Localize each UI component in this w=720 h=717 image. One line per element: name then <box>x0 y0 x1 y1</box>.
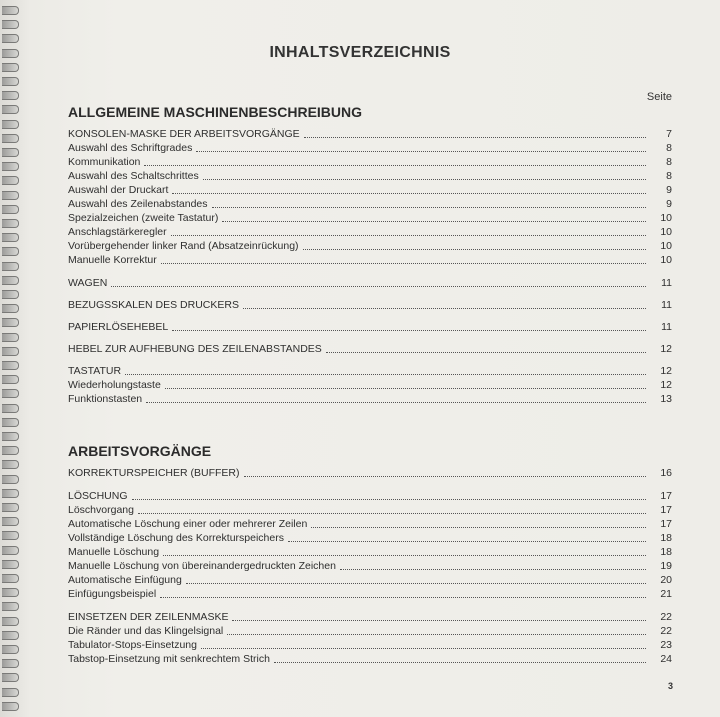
toc-entry <box>68 559 672 573</box>
toc-entry-label: Spezialzeichen (zweite Tastatur) <box>68 212 219 224</box>
toc-entry <box>68 531 672 545</box>
leader-dots <box>163 554 646 556</box>
leader-dots <box>212 206 646 208</box>
toc-entry-page: 10 <box>660 212 672 224</box>
binding-ring <box>2 77 19 86</box>
binding-ring <box>2 205 19 214</box>
binding-ring <box>2 247 19 256</box>
toc-entry-page: 8 <box>666 142 672 154</box>
toc-entry-label: BEZUGSSKALEN DES DRUCKERS <box>68 299 239 311</box>
leader-dots <box>227 633 646 635</box>
toc-entry-page: 9 <box>666 184 672 196</box>
toc-entry-label: KONSOLEN-MASKE DER ARBEITSVORGÄNGE <box>68 128 300 140</box>
binding-ring <box>2 418 19 427</box>
leader-dots <box>274 661 646 663</box>
toc-entry <box>68 489 672 503</box>
toc-entry <box>68 298 672 312</box>
toc-entry-page: 22 <box>660 625 672 637</box>
leader-dots <box>172 192 646 194</box>
toc-entry <box>68 545 672 559</box>
toc-entry-label: Tabstop-Einsetzung mit senkrechtem Strich <box>68 653 270 665</box>
leader-dots <box>172 329 646 331</box>
leader-dots <box>303 248 646 250</box>
binding-ring <box>2 531 19 540</box>
leader-dots <box>326 351 646 353</box>
toc-entry-label: Auswahl des Zeilenabstandes <box>68 198 208 210</box>
leader-dots <box>132 498 646 500</box>
leader-dots <box>232 619 646 621</box>
toc-entry-label: Automatische Löschung einer oder mehrerer Zeilen <box>68 518 308 530</box>
toc-entry-page: 8 <box>666 156 672 168</box>
toc-entry-label: Auswahl des Schaltschrittes <box>68 170 199 182</box>
toc-entry <box>68 183 672 197</box>
toc-entry-page: 17 <box>660 518 672 530</box>
binding-ring <box>2 389 19 398</box>
binding-ring <box>2 631 19 640</box>
section-heading: ALLGEMEINE MASCHINENBESCHREIBUNG <box>68 104 363 120</box>
toc-entry-label: Die Ränder und das Klingelsignal <box>68 625 224 637</box>
binding-ring <box>2 347 19 356</box>
binding-ring <box>2 659 19 668</box>
leader-dots <box>138 512 646 514</box>
binding-ring <box>2 688 19 697</box>
binding-ring <box>2 617 19 626</box>
binding-ring <box>2 148 19 157</box>
toc-entry <box>68 342 672 356</box>
toc-entry <box>68 466 672 480</box>
toc-entry-page: 10 <box>660 226 672 238</box>
binding-ring <box>2 20 19 29</box>
toc-entry-label: KORREKTURSPEICHER (BUFFER) <box>68 467 240 479</box>
toc-entry-label: WAGEN <box>68 277 108 289</box>
toc-entry-page: 10 <box>660 254 672 266</box>
binding-ring <box>2 318 19 327</box>
binding-ring <box>2 34 19 43</box>
toc-entry-label: Wiederholungstaste <box>68 379 161 391</box>
toc-entry <box>68 320 672 334</box>
toc-entry-page: 18 <box>660 532 672 544</box>
toc-entry-page: 22 <box>660 611 672 623</box>
toc-entry-label: Vorübergehender linker Rand (Absatzeinrückung) <box>68 240 299 252</box>
toc-entry-page: 11 <box>661 277 672 289</box>
binding-ring <box>2 475 19 484</box>
spiral-binding <box>0 0 24 717</box>
toc-entry-label: Manuelle Löschung von übereinandergedruckten Zeichen <box>68 560 336 572</box>
binding-ring <box>2 602 19 611</box>
toc-entry-page: 9 <box>666 198 672 210</box>
leader-dots <box>146 401 646 403</box>
binding-ring <box>2 276 19 285</box>
leader-dots <box>340 568 646 570</box>
toc-entry-page: 11 <box>661 321 672 333</box>
leader-dots <box>171 234 646 236</box>
toc-entry-page: 17 <box>660 504 672 516</box>
leader-dots <box>311 526 646 528</box>
toc-entry <box>68 610 672 624</box>
binding-ring <box>2 219 19 228</box>
toc-entry-label: Funktionstasten <box>68 393 143 405</box>
toc-entry <box>68 587 672 601</box>
toc-entry-page: 7 <box>666 128 672 140</box>
toc-entry-page: 13 <box>660 393 672 405</box>
toc-entry-page: 17 <box>660 490 672 502</box>
toc-entry-page: 19 <box>660 560 672 572</box>
binding-ring <box>2 588 19 597</box>
toc-entry-label: Vollständige Löschung des Korrekturspeichers <box>68 532 284 544</box>
toc-entry-label: Kommunikation <box>68 156 141 168</box>
toc-entry <box>68 253 672 267</box>
binding-ring <box>2 176 19 185</box>
toc-entry-label: PAPIERLÖSEHEBEL <box>68 321 169 333</box>
leader-dots <box>304 136 646 138</box>
binding-ring <box>2 191 19 200</box>
toc-entry-label: Anschlagstärkeregler <box>68 226 167 238</box>
leader-dots <box>165 387 646 389</box>
binding-ring <box>2 489 19 498</box>
leader-dots <box>196 150 646 152</box>
toc-entry <box>68 392 672 406</box>
toc-entry-label: Manuelle Löschung <box>68 546 160 558</box>
leader-dots <box>201 647 646 649</box>
toc-entry <box>68 141 672 155</box>
toc-entry <box>68 276 672 290</box>
binding-ring <box>2 673 19 682</box>
binding-ring <box>2 105 19 114</box>
toc-entry <box>68 652 672 666</box>
binding-ring <box>2 162 19 171</box>
toc-entry <box>68 211 672 225</box>
toc-entry-label: Tabulator-Stops-Einsetzung <box>68 639 197 651</box>
binding-ring <box>2 375 19 384</box>
binding-ring <box>2 432 19 441</box>
toc-entry <box>68 127 672 141</box>
toc-entry-page: 11 <box>661 299 672 311</box>
leader-dots <box>125 373 646 375</box>
binding-ring <box>2 361 19 370</box>
toc-entry-page: 12 <box>660 343 672 355</box>
toc-entry <box>68 517 672 531</box>
toc-entry <box>68 624 672 638</box>
toc-entry-label: Auswahl des Schriftgrades <box>68 142 193 154</box>
toc-entry-page: 12 <box>660 379 672 391</box>
toc-entry-page: 20 <box>660 574 672 586</box>
binding-ring <box>2 503 19 512</box>
toc-entry <box>68 573 672 587</box>
binding-ring <box>2 304 19 313</box>
toc-entry <box>68 638 672 652</box>
page-number: 3 <box>667 681 673 691</box>
toc-entry-label: Auswahl der Druckart <box>68 184 169 196</box>
binding-ring <box>2 63 19 72</box>
leader-dots <box>111 285 646 287</box>
binding-ring <box>2 560 19 569</box>
toc-entry <box>68 239 672 253</box>
binding-ring <box>2 262 19 271</box>
leader-dots <box>222 220 646 222</box>
binding-ring <box>2 134 19 143</box>
toc-entry <box>68 225 672 239</box>
binding-ring <box>2 446 19 455</box>
toc-entry-label: EINSETZEN DER ZEILENMASKE <box>68 611 229 623</box>
binding-ring <box>2 546 19 555</box>
toc-entry <box>68 503 672 517</box>
leader-dots <box>144 164 646 166</box>
toc-entry-page: 18 <box>660 546 672 558</box>
toc-entry-page: 16 <box>660 467 672 479</box>
toc-entry-label: Manuelle Korrektur <box>68 254 157 266</box>
toc-entry-label: Löschvorgang <box>68 504 134 516</box>
toc-entry <box>68 378 672 392</box>
toc-entry-label: TASTATUR <box>68 365 122 377</box>
binding-ring <box>2 645 19 654</box>
leader-dots <box>243 307 646 309</box>
binding-ring <box>2 120 19 129</box>
binding-ring <box>2 460 19 469</box>
binding-ring <box>2 233 19 242</box>
binding-ring <box>2 6 19 15</box>
binding-ring <box>2 290 19 299</box>
toc-entry-label: Einfügungsbeispiel <box>68 588 157 600</box>
binding-ring <box>2 517 19 526</box>
leader-dots <box>288 540 646 542</box>
page-title: INHALTSVERZEICHNIS <box>269 44 451 61</box>
leader-dots <box>186 582 646 584</box>
leader-dots <box>244 475 646 477</box>
leader-dots <box>160 596 646 598</box>
toc-entry-page: 10 <box>660 240 672 252</box>
toc-entry <box>68 169 672 183</box>
leader-dots <box>161 262 646 264</box>
toc-entry <box>68 155 672 169</box>
toc-entry-label: Automatische Einfügung <box>68 574 182 586</box>
binding-ring <box>2 574 19 583</box>
toc-entry-page: 21 <box>660 588 672 600</box>
toc-entry <box>68 364 672 378</box>
binding-ring <box>2 404 19 413</box>
seite-label: Seite <box>646 91 672 103</box>
leader-dots <box>203 178 646 180</box>
section-heading: ARBEITSVORGÄNGE <box>68 443 212 459</box>
toc-entry-label: HEBEL ZUR AUFHEBUNG DES ZEILENABSTANDES <box>68 343 322 355</box>
toc-entry <box>68 197 672 211</box>
toc-entry-page: 24 <box>660 653 672 665</box>
toc-entry-page: 23 <box>660 639 672 651</box>
toc-entry-page: 8 <box>666 170 672 182</box>
toc-entry-label: LÖSCHUNG <box>68 490 128 502</box>
binding-ring <box>2 702 19 711</box>
binding-ring <box>2 333 19 342</box>
toc-entry-page: 12 <box>660 365 672 377</box>
binding-ring <box>2 91 19 100</box>
